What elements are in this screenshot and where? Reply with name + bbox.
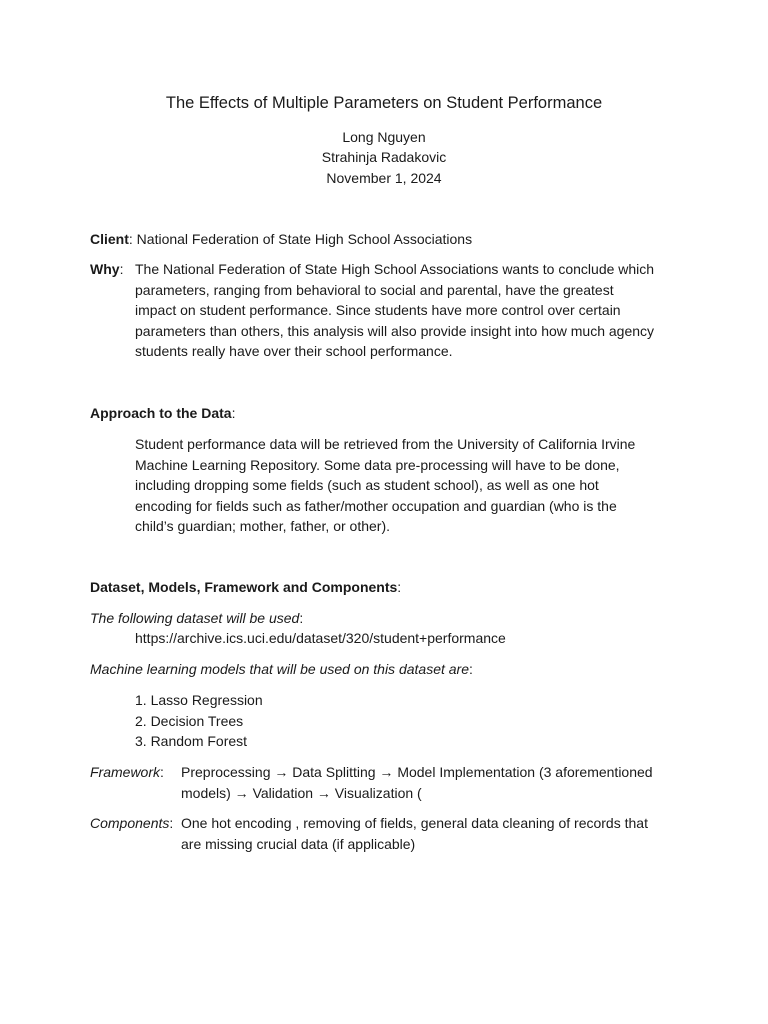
framework-label-line: [90, 762, 164, 783]
models-intro-text: Machine learning models that will be used on this dataset are: [90, 661, 469, 677]
framework-label: Framework: [90, 764, 161, 780]
why-label: Why: [90, 261, 120, 277]
approach-heading-text: Approach to the Data: [90, 405, 232, 421]
approach-colon: :: [231, 405, 236, 421]
components-label-line: [90, 813, 173, 834]
framework-text: [181, 762, 653, 803]
client-label: Client: [90, 231, 129, 247]
models-intro: [90, 659, 473, 680]
why-label-line: [90, 259, 123, 280]
components-colon: :: [169, 815, 174, 831]
client-value: : National Federation of State High School Associations: [128, 231, 473, 247]
list-item: 2. Decision Trees: [135, 712, 244, 729]
approach-paragraph: [135, 434, 635, 537]
components-line: One hot encoding , removing of fields, general data cleaning of records that: [181, 815, 648, 831]
approach-line: including dropping some fields (such as student school), as well as one hot: [135, 477, 599, 494]
why-line: The National Federation of State High School Associations wants to conclude which: [135, 261, 655, 277]
dataset-intro: [90, 608, 303, 629]
author-name: Long Nguyen: [342, 129, 426, 145]
why-line: parameters, ranging from behavioral to social and parental, have the greatest: [135, 281, 614, 298]
dataset-intro-colon: :: [299, 610, 304, 626]
why-line: students really have over their school performance.: [135, 343, 453, 360]
list-item: 3. Random Forest: [135, 733, 248, 750]
approach-line: Student performance data will be retrieved from the University of California Irvine: [135, 436, 636, 452]
framework-colon: :: [160, 764, 164, 780]
document-title: The Effects of Multiple Parameters on Student Performance: [165, 94, 603, 112]
approach-line: Machine Learning Repository. Some data pre-processing will have to be done,: [135, 456, 620, 473]
approach-line: child’s guardian; mother, father, or other).: [135, 518, 390, 535]
why-colon: :: [119, 261, 124, 277]
components-line: are missing crucial data (if applicable): [181, 835, 416, 852]
client-line: [90, 229, 472, 250]
dataset-intro-text: The following dataset will be used: [90, 610, 300, 626]
components-label: Components: [90, 815, 170, 831]
document-date: November 1, 2024: [326, 170, 442, 186]
models-intro-colon: :: [469, 661, 473, 677]
framework-line: models) → Validation → Visualization (: [181, 784, 422, 801]
dataset-section-heading: [90, 577, 401, 598]
framework-line: Preprocessing → Data Splitting → Model Implementation (3 aforementioned: [181, 764, 653, 780]
approach-heading: [90, 403, 235, 424]
models-list: [135, 690, 263, 752]
why-paragraph: [135, 259, 654, 362]
dataset-url: https://archive.ics.uci.edu/dataset/320/student+performance: [135, 630, 506, 646]
why-line: impact on student performance. Since students have more control over certain: [135, 302, 621, 319]
list-item: 1. Lasso Regression: [135, 692, 263, 708]
dataset-section-colon: :: [397, 579, 402, 595]
author-name: Strahinja Radakovic: [321, 149, 447, 165]
why-line: parameters than others, this analysis will also provide insight into how much agency: [135, 322, 655, 339]
components-text: [181, 813, 648, 854]
approach-line: encoding for fields such as father/mother occupation and guardian (who is the: [135, 497, 617, 514]
dataset-section-heading-text: Dataset, Models, Framework and Components: [90, 579, 398, 595]
